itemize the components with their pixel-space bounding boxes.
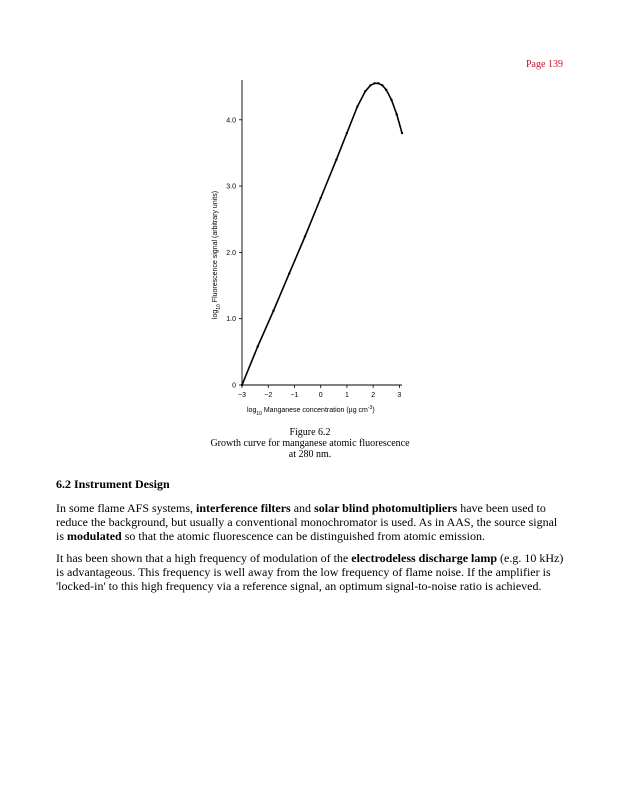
figure-caption-line-1: Growth curve for manganese atomic fluorescence (210, 438, 410, 449)
x-axis-label: $\log_{10}$ Manganese concentration (µg $cm^{-3}$) (247, 405, 375, 417)
x-tick-label: −3 (238, 392, 246, 399)
data-point (319, 197, 321, 199)
chart-axes (242, 80, 402, 385)
data-point (272, 310, 274, 312)
data-point (390, 99, 392, 101)
growth-curve-chart (195, 70, 420, 420)
series-line-growth-curve (242, 83, 402, 385)
data-point (304, 235, 306, 237)
figure-label: Figure 6.2 (289, 427, 331, 438)
p2-text-1: It has been shown that a high frequency of modulation of the (56, 551, 352, 565)
y-tick-label: 4.0 (226, 117, 236, 125)
data-point (385, 89, 387, 91)
x-tick-label: 0 (318, 392, 323, 399)
data-point (377, 82, 379, 84)
term-electrodeless-discharge-lamp: electrodeless discharge lamp (351, 551, 498, 565)
x-tick-label: −1 (290, 392, 299, 399)
x-tick-label: −2 (264, 392, 273, 399)
data-point (381, 84, 383, 86)
x-tick-label: 3 (397, 392, 402, 399)
data-point (257, 345, 259, 347)
p1-text-1: In some flame AFS systems, (56, 501, 196, 515)
data-point (346, 132, 348, 134)
x-tick-label: 1 (344, 392, 349, 399)
x-tick-label: 2 (371, 392, 376, 399)
data-point (396, 113, 398, 115)
term-interference-filters: interference filters (196, 501, 291, 515)
y-tick-label: 3.0 (226, 183, 236, 191)
data-point (364, 90, 366, 92)
data-point (369, 84, 371, 86)
y-tick-label: 0 (232, 382, 236, 390)
p1-text-4: so that the atomic fluorescence can be distinguished from atomic emission. (121, 529, 485, 543)
paragraph-1 (56, 501, 566, 543)
data-point (288, 272, 290, 274)
p1-text-2: and (290, 501, 315, 515)
y-axis-label: $\log_{10}$ Fluorescence signal (arbitrary units) (212, 190, 222, 320)
page-number: Page 139 (526, 59, 563, 70)
data-point (401, 132, 403, 134)
data-point (373, 82, 375, 84)
chart-series (241, 82, 403, 386)
figure-caption (160, 427, 460, 460)
p2-text-2: (e.g. 10 kHz) is advantageous. This frequency is well away from the low frequency of flame noise. If the amplifier is 'locked-in' to this high frequency via a reference signal, an optimum signal-to-noise ratio is achieved. (56, 551, 564, 593)
chart-ticks (226, 117, 401, 399)
term-modulated: modulated (67, 529, 122, 543)
figure-caption-line-2: at 280 nm. (288, 449, 332, 460)
data-point (356, 105, 358, 107)
data-point (335, 158, 337, 160)
p1-text-3: have been used to reduce the background, but usually a conventional monochromator is used. As in AAS, the source signal is (56, 501, 558, 543)
paragraph-2 (56, 551, 566, 593)
y-tick-label: 2.0 (226, 249, 236, 257)
term-solar-blind-photomultipliers: solar blind photomultipliers (314, 501, 458, 515)
section-heading: 6.2 Instrument Design (56, 477, 170, 491)
y-tick-label: 1.0 (226, 316, 236, 324)
data-point (241, 384, 243, 386)
